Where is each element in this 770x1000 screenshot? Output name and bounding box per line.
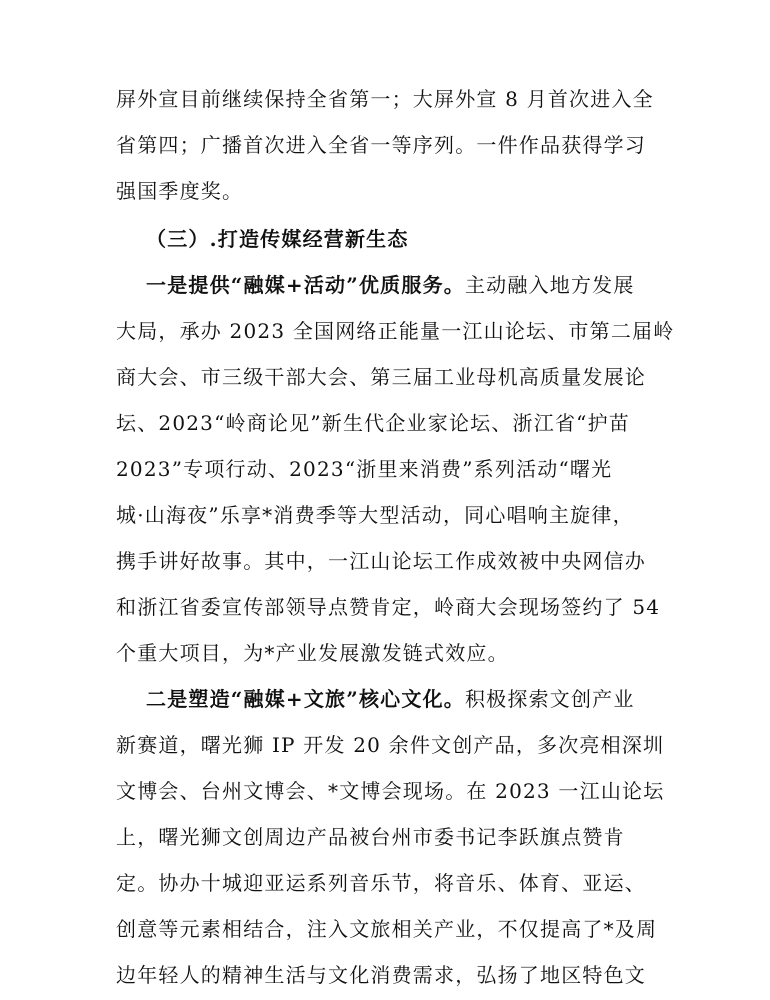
body-line: 上，曙光狮文创周边产品被台州市委书记李跃旗点赞肯 bbox=[116, 825, 625, 849]
body-line: 省第四；广播首次进入全省一等序列。一件作品获得学习 bbox=[116, 133, 646, 157]
paragraph-lead: 一是提供“融媒+活动”优质服务。 bbox=[146, 273, 465, 297]
body-line: 强国季度奖。 bbox=[116, 179, 244, 203]
body-line: 边年轻人的精神生活与文化消费需求，弘扬了地区特色文 bbox=[116, 963, 646, 987]
body-line: 携手讲好故事。其中，一江山论坛工作成效被中央网信办 bbox=[116, 549, 646, 573]
section-heading: （三）.打造传媒经营新生态 bbox=[146, 227, 409, 251]
body-line: 新赛道，曙光狮 IP 开发 20 余件文创产品，多次亮相深圳 bbox=[116, 733, 665, 757]
body-line: 文博会、台州文博会、*文博会现场。在 2023 一江山论坛 bbox=[116, 779, 665, 803]
paragraph-text: 主动融入地方发展 bbox=[464, 273, 635, 297]
body-line: 2023”专项行动、2023“浙里来消费”系列活动“曙光 bbox=[116, 457, 613, 481]
body-line: 定。协办十城迎亚运系列音乐节，将音乐、体育、亚运、 bbox=[116, 871, 646, 895]
body-line: 商大会、市三级干部大会、第三届工业母机高质量发展论 bbox=[116, 365, 646, 389]
body-line bbox=[146, 271, 770, 299]
body-line: 创意等元素相结合，注入文旅相关产业，不仅提高了*及周 bbox=[116, 917, 658, 941]
body-line: 和浙江省委宣传部领导点赞肯定，岭商大会现场签约了 54 bbox=[116, 595, 661, 619]
paragraph-text: 积极探索文创产业 bbox=[464, 687, 635, 711]
body-line bbox=[146, 685, 770, 713]
body-line: 屏外宣目前继续保持全省第一；大屏外宣 8 月首次进入全 bbox=[116, 87, 654, 111]
body-line: 个重大项目，为*产业发展激发链式效应。 bbox=[116, 641, 509, 665]
body-line: 大局，承办 2023 全国网络正能量一江山论坛、市第二届岭 bbox=[116, 319, 675, 343]
paragraph-lead: 二是塑造“融媒+文旅”核心文化。 bbox=[146, 687, 465, 711]
body-line: 坛、2023“岭商论见”新生代企业家论坛、浙江省“护苗 bbox=[116, 411, 630, 435]
body-line: 城·山海夜”乐享*消费季等大型活动，同心唱响主旋律， bbox=[116, 503, 634, 527]
